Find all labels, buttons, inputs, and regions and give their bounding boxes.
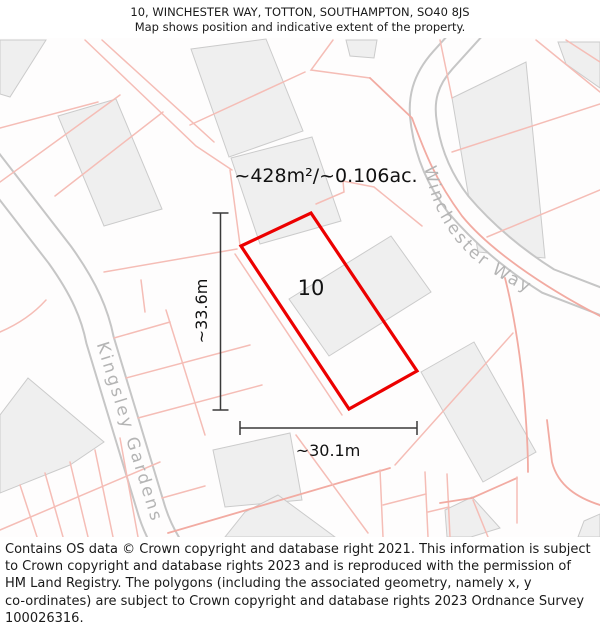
page-header: [0, 0, 600, 38]
building: [0, 40, 46, 97]
footer-line: HM Land Registry. The polygons (including the associated geometry, namely x, y: [5, 576, 532, 592]
footer-line: co-ordinates) are subject to Crown copyright and database rights 2023 Ordnance Survey: [5, 593, 585, 609]
footer-line: 100026316.: [5, 610, 84, 626]
map-canvas: [0, 38, 600, 537]
plot-number-label: 10: [297, 276, 325, 300]
building: [421, 342, 536, 482]
building: [445, 497, 500, 537]
dim-horizontal-line: [240, 421, 417, 435]
dim-vertical-line: [213, 213, 229, 410]
street-label-kingsley: [92, 339, 167, 525]
building: [578, 514, 600, 537]
area-label: ~428m²/~0.106ac.: [234, 165, 418, 187]
footer-copyright: [0, 539, 600, 625]
property-map: [0, 38, 600, 537]
footer-line: Contains OS data © Crown copyright and database right 2021. This information is subject: [5, 542, 591, 557]
page-title: 10, WINCHESTER WAY, TOTTON, SOUTHAMPTON, SO40 8JS: [130, 5, 470, 19]
building: [231, 137, 341, 244]
street-label-kingsley-text: Kingsley Gardens: [91, 339, 167, 526]
street-label-winchester-text: Winchester Way: [419, 163, 536, 298]
dim-vertical-label: ~33.6m: [192, 278, 211, 344]
footer-line: to Crown copyright and database rights 2023 and is reproduced with the permission of: [5, 559, 571, 575]
building: [58, 99, 162, 226]
dim-horizontal-label: ~30.1m: [295, 441, 361, 460]
page-subtitle: Map shows position and indicative extent of the property.: [134, 20, 466, 34]
building: [0, 378, 104, 493]
building: [346, 40, 377, 58]
building: [213, 433, 302, 507]
